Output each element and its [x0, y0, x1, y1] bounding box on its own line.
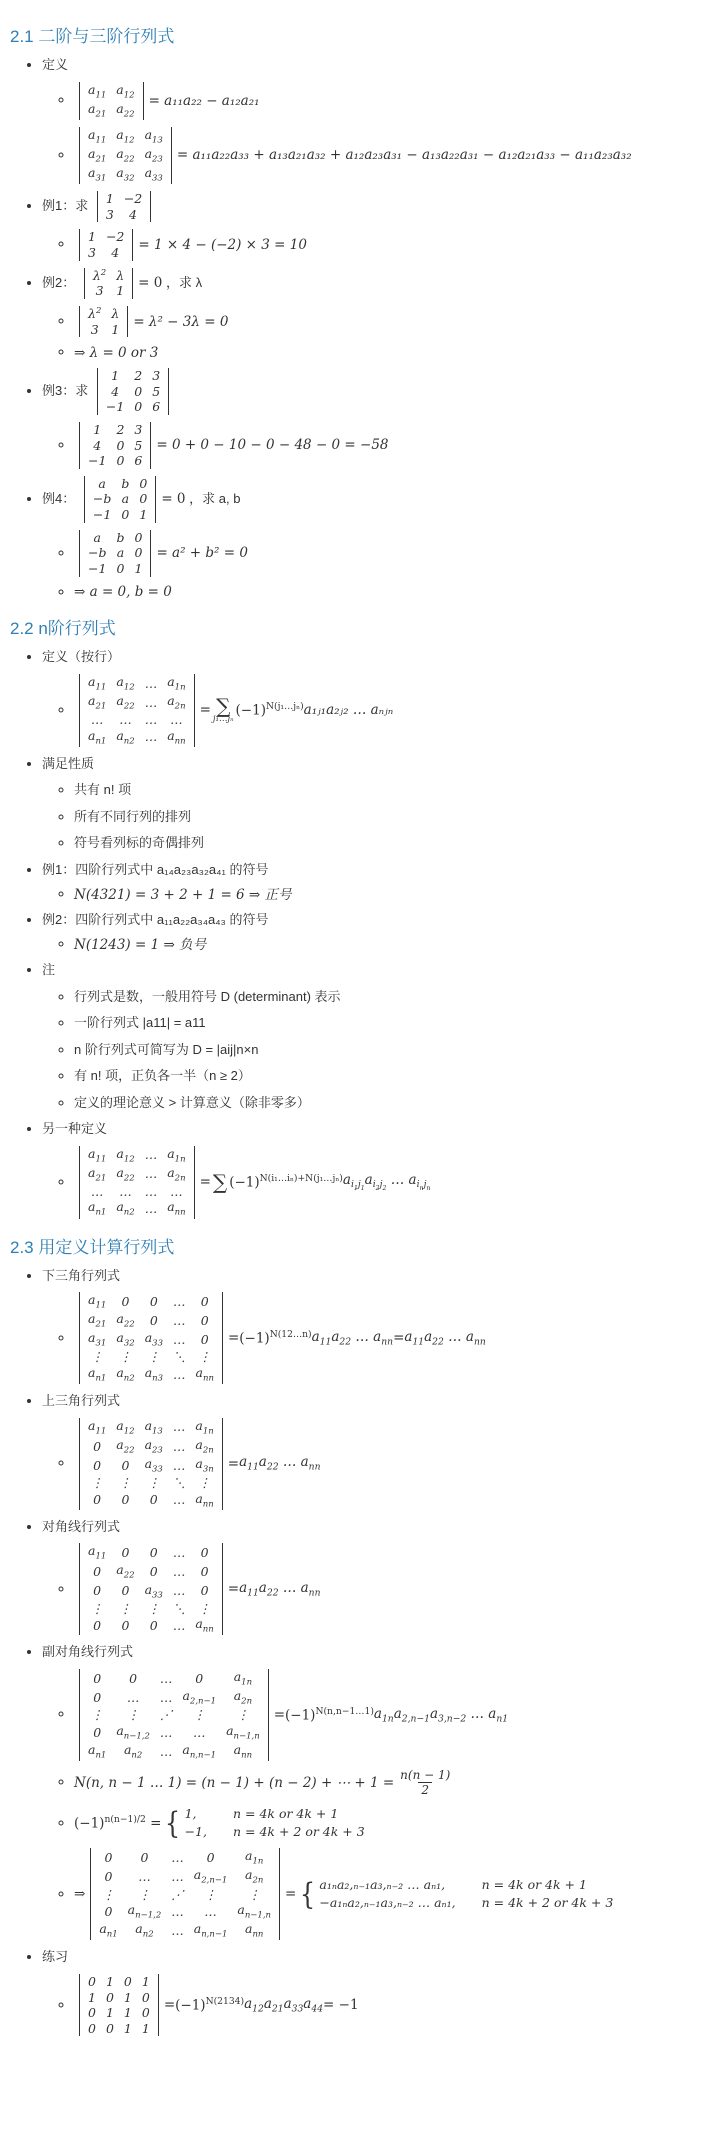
list-item-upper-triangular [42, 1391, 724, 1510]
list-item-example1-22-calc [74, 886, 724, 903]
sublist-lower-triangular [42, 1292, 724, 1384]
section-title-23: 2.3 用定义计算行列式 [10, 1237, 175, 1257]
lower-triangular-label: 下三角行列式 [42, 1267, 121, 1283]
case-condition: n = 4k or 4k + 1 [232, 1805, 339, 1821]
list-item-diagonal-formula [74, 1543, 724, 1635]
list-section-21 [0, 55, 724, 600]
list-item-definition-21 [42, 55, 724, 184]
list-section-23 [0, 1266, 724, 2037]
sublist-diagonal [42, 1543, 724, 1635]
list-item-example3-21 [42, 368, 724, 469]
example3-label: 例3：求 [42, 382, 89, 398]
list-item-exercise [42, 1947, 724, 2036]
section-title-22: 2.2 n阶行列式 [10, 619, 116, 639]
example4-equation: = a² + b² = 0 [156, 545, 248, 562]
example1-result: = 1 × 4 − (−2) × 3 = 10 [138, 236, 307, 253]
list-item-det3-definition [74, 127, 724, 184]
example1-label: 例1：求 [42, 198, 89, 214]
sublist-properties-22 [42, 780, 724, 853]
cases-sign: { 1, n = 4k or 4k + 1 −1, n = 4k + 2 or 4k + 3 [163, 1805, 370, 1842]
list-item-anti-diagonal [42, 1642, 724, 1940]
list-item-anti-diagonal-inversion-sum [74, 1768, 724, 1798]
upper-triangular-label: 上三角行列式 [42, 1393, 121, 1409]
example1-22-calc: N(4321) = 3 + 2 + 1 = 6 ⇒ 正号 [74, 886, 292, 903]
example1-matrix: 1 −2 3 4 [92, 191, 156, 222]
sublist-another-definition [42, 1146, 724, 1219]
sublist-example4-21 [42, 530, 724, 601]
note-text: 定义的理论意义 > 计算意义（除非零多） [74, 1094, 310, 1110]
example2-result: ⇒ λ = 0 or 3 [74, 344, 159, 361]
case-condition: n = 4k + 2 or 4k + 3 [481, 1895, 614, 1911]
example4-label: 例4： [42, 490, 76, 506]
case-value: 1, [184, 1805, 197, 1821]
cases-anti-diagonal: { a₁ₙa₂,ₙ₋₁a₃,ₙ₋₂ … aₙ₁, n = 4k or 4k + 1 −a₁ₙa₂,ₙ₋₁a₃,ₙ₋₂ … aₙ₁, n = 4k + 2 or 4k + 3 [298, 1876, 619, 1913]
matrix-anti-diagonal-2: 0 0 … 0 $a_{1n}$ 0 … … $a_{2,n-1}$ $a_{2n}$ ⋮ ⋮ ⋰ ⋮ ⋮ 0 $a_{n-1,2}$ … … $a_{n-1,n}$ $a_{n1}$ $a_{n2}$ … $a_{n,n-1}$ $a_{nn}$ [87, 1848, 283, 1940]
list-item-anti-diagonal-cases [74, 1848, 724, 1940]
list-item-note [74, 1040, 724, 1060]
example3-matrix: 1 2 3 4 0 5 −1 0 6 [92, 368, 174, 415]
sublist-upper-triangular [42, 1418, 724, 1510]
list-item-example4-expand [74, 530, 724, 577]
case-condition: n = 4k + 2 or 4k + 3 [232, 1824, 365, 1840]
list-item-det2-definition [74, 82, 724, 120]
list-item-property [74, 833, 724, 853]
exercise-label: 练习 [42, 1949, 69, 1965]
list-item-lower-triangular-formula [74, 1292, 724, 1384]
list-item-note [74, 1093, 724, 1113]
example3-result: = 0 + 0 − 10 − 0 − 48 − 0 = −58 [156, 437, 389, 454]
anti-diagonal-inversion-text: ◦ N(n, n − 1 … 1) = (n − 1) + (n − 2) + ⋯ + 1 = [74, 1774, 395, 1791]
list-item-example4-21 [42, 476, 724, 600]
anti-diagonal-inversion-sum [74, 1768, 456, 1798]
fraction-n-n-minus-1-over-2: $\frac{n(n - 1)}{2}$ [400, 1768, 451, 1798]
example1-22-label: 例1：四阶行列式中 a₁₄a₂₃a₃₂a₄₁ 的符号 [42, 861, 269, 877]
list-item-upper-triangular-formula [74, 1418, 724, 1510]
summation-symbol-alt: ∑ [212, 1169, 228, 1194]
sublist-definition-21 [42, 82, 724, 185]
list-item-lower-triangular [42, 1266, 724, 1385]
list-item-note [74, 1013, 724, 1033]
note-label: 注 [42, 962, 56, 978]
property-text: 共有 n! 项 [74, 782, 132, 798]
case-value: −1, [184, 1824, 207, 1840]
sublist-definition-22 [42, 674, 724, 747]
formula-exercise: ◦ 0 1 0 1 1 0 1 0 0 1 1 0 0 0 1 1 = $(-1)^{N(2134)}$ $a_{12}a_{21}a_{33}a_{44}$ = −1 [74, 1974, 359, 2037]
example1-solution: ◦ 1 −2 3 4 = 1 × 4 − (−2) × 3 = 10 [74, 229, 307, 260]
note-text: 行列式是数，一般用符号 D (determinant) 表示 [74, 988, 341, 1004]
alt-terms: $a_{i_1j_1}a_{i_2j_2}$ … $a_{i_nj_n}$ [342, 1171, 431, 1193]
list-item-another-definition [42, 1119, 724, 1219]
matrix-lower-triangular: ◦ $a_{11}$ 0 0 … 0 $a_{21}$ $a_{22}$ 0 … 0 $a_{31}$ $a_{32}$ $a_{33}$ … 0 ⋮ ⋮ ⋮ ⋱ ⋮ $a_{n1}$ $a_{n2}$ $a_{n3}$ … $a_{nn}$ [76, 1292, 226, 1384]
matrix-exercise-4x4: ◦ 0 1 0 1 1 0 1 0 0 1 1 0 0 0 1 1 [76, 1974, 162, 2037]
sublist-example3-21 [42, 422, 724, 469]
sublist-anti-diagonal [42, 1669, 724, 1941]
matrix-2x2: ◦ $a_{11}$ $a_{12}$ $a_{21}$ $a_{22}$ [76, 82, 147, 120]
list-item-note [74, 987, 724, 1007]
matrix-anti-diagonal: ◦ 0 0 … 0 $a_{1n}$ 0 … … $a_{2,n-1}$ $a_{2n}$ ⋮ ⋮ ⋰ ⋮ ⋮ 0 $a_{n-1,2}$ … … $a_{n-1,n}$ $a_{n1}$ $a_{n2}$ … $a_{n,n-1}$ $a_{nn}$ [76, 1669, 272, 1761]
note-text: 有 n! 项，正负各一半（n ≥ 2） [74, 1068, 251, 1084]
list-item-properties-22 [42, 754, 724, 853]
ndet-terms: a₁ⱼ₁a₂ⱼ₂ … aₙⱼₙ [303, 702, 394, 719]
formula-det3 [74, 127, 632, 184]
example4-matrix: a b 0 −b a 0 −1 0 1 = 0 [79, 476, 186, 523]
example2-22-label: 例2：四阶行列式中 a₁₁a₂₂a₃₄a₄₃ 的符号 [42, 911, 269, 927]
example2-label: 例2： [42, 274, 76, 290]
example2-ask: ，求 λ [166, 274, 203, 290]
list-item-property [74, 807, 724, 827]
list-item-example1-21 [42, 191, 724, 261]
sublist-notes-22 [42, 987, 724, 1113]
property-text: 符号看列标的奇偶排列 [74, 835, 205, 851]
formula-anti-diagonal: ◦ 0 0 … 0 $a_{1n}$ 0 … … $a_{2,n-1}$ $a_{2n}$ ⋮ ⋮ ⋰ ⋮ ⋮ 0 $a_{n-1,2}$ … … $a_{n-1,n}$ $a_{n1}$ $a_{n2}$ … $a_{n,n-1}$ $a_{nn}$ = $(-1)^{N(n,n-1\dots 1)}$ $a_{1n}a_{2,n-1}a_{3,n-2}$ … $a_{n1}$ [74, 1669, 508, 1761]
another-def-label: 另一种定义 [42, 1121, 108, 1137]
list-item-sign-cases [74, 1805, 724, 1842]
example4-expansion: ◦ a b 0 −b a 0 −1 0 1 = a² + b² = 0 [74, 530, 248, 577]
summation-symbol: ∑ j₁…jₙ [212, 693, 234, 724]
formula-sign-cases: ◦ $(-1)^{n(n-1)/2}$ = { 1, n = 4k or 4k + 1 −1, n = 4k + 2 or 4k + 3 [74, 1805, 373, 1842]
list-item-example2-result [74, 344, 724, 361]
list-item-example1-22 [42, 860, 724, 903]
sublist-example1-22 [42, 886, 724, 903]
list-item-example4-result [74, 584, 724, 601]
sublist-example2-22 [42, 936, 724, 953]
anti-diagonal-label: 副对角线行列式 [42, 1644, 134, 1660]
example2-matrix: $\lambda^2$ λ 3 1 = 0 [79, 268, 163, 299]
example3-solution: ◦ 1 2 3 4 0 5 −1 0 6 = 0 + 0 − 10 − 0 − 48 − 0 = −58 [74, 422, 389, 469]
list-item-anti-diagonal-formula [74, 1669, 724, 1761]
matrix-nxn: ◦ $a_{11}$ $a_{12}$ … $a_{1n}$ $a_{21}$ $a_{22}$ … $a_{2n}$ … … … … $a_{n1}$ $a_{n2}$ … $a_{nn}$ [76, 674, 198, 747]
sublist-example1-21 [42, 229, 724, 260]
formula-lower-triangular: ◦ $a_{11}$ 0 0 … 0 $a_{21}$ $a_{22}$ 0 … 0 $a_{31}$ $a_{32}$ $a_{33}$ … 0 ⋮ ⋮ ⋮ ⋱ ⋮ $a_{n1}$ $a_{n2}$ $a_{n3}$ … $a_{nn}$ = $(-1)^{N(12\dots n)}$ $a_{11}a_{22}$ … $a_{nn}$ = $a_{11}a_{22}$ … $a_{nn}$ [74, 1292, 486, 1384]
case-value: −a₁ₙa₂,ₙ₋₁a₃,ₙ₋₂ … aₙ₁, [319, 1895, 456, 1911]
list-item-property [74, 780, 724, 800]
formula-alt-definition: ◦ $a_{11}$ $a_{12}$ … $a_{1n}$ $a_{21}$ $a_{22}$ … $a_{2n}$ … … … … $a_{n1}$ $a_{n2}$ … $a_{nn}$ = ∑ $(-1)^{N(i_1\dots i_n)+N(j_1\dots j_n)}$ $a_{i_1j_1}a_{i_2j_2}$ … $a_{i_nj_n}$ [74, 1146, 430, 1219]
matrix-3x3: ◦ $a_{11}$ $a_{12}$ $a_{13}$ $a_{21}$ $a_{22}$ $a_{23}$ $a_{31}$ $a_{32}$ $a_{33}$ [76, 127, 175, 184]
list-item-exercise-formula [74, 1974, 724, 2037]
sublist-exercise [42, 1974, 724, 2037]
definition-by-row-label: 定义（按行） [42, 649, 121, 665]
properties-label: 满足性质 [42, 755, 95, 771]
formula-diagonal: ◦ $a_{11}$ 0 0 … 0 0 $a_{22}$ 0 … 0 0 0 $a_{33}$ … 0 ⋮ ⋮ ⋮ ⋱ ⋮ 0 0 0 … $a_{nn}$ = $a_{11}a_{22}$ … $a_{nn}$ [74, 1543, 321, 1635]
list-item-alt-definition [74, 1146, 724, 1219]
list-item-note [74, 1066, 724, 1086]
case-value: a₁ₙa₂,ₙ₋₁a₃,ₙ₋₂ … aₙ₁, [319, 1877, 446, 1893]
example2-expansion: ◦ $\lambda^2$ λ 3 1 = λ² − 3λ = 0 [74, 306, 228, 337]
list-item-ndet-definition [74, 674, 724, 747]
property-text: 所有不同行列的排列 [74, 808, 192, 824]
formula-upper-triangular: ◦ $a_{11}$ $a_{12}$ $a_{13}$ … $a_{1n}$ 0 $a_{22}$ $a_{23}$ … $a_{2n}$ 0 0 $a_{33}$ … $a_{3n}$ ⋮ ⋮ ⋮ ⋱ ⋮ 0 0 0 … $a_{nn}$ = $a_{11}a_{22}$ … $a_{nn}$ [74, 1418, 321, 1510]
example2-equation: = λ² − 3λ = 0 [133, 313, 229, 330]
list-item-example2-21 [42, 268, 724, 361]
list-item-example1-solution [74, 229, 724, 260]
definition-label: 定义 [42, 57, 69, 72]
sublist-example2-21 [42, 306, 724, 361]
diagonal-label: 对角线行列式 [42, 1518, 121, 1534]
matrix-nxn-alt: ◦ $a_{11}$ $a_{12}$ … $a_{1n}$ $a_{21}$ $a_{22}$ … $a_{2n}$ … … … … $a_{n1}$ $a_{n2}$ … $a_{nn}$ [76, 1146, 198, 1219]
matrix-diagonal: ◦ $a_{11}$ 0 0 … 0 0 $a_{22}$ 0 … 0 0 0 $a_{33}$ … 0 ⋮ ⋮ ⋮ ⋱ ⋮ 0 0 0 … $a_{nn}$ [76, 1543, 226, 1635]
list-item-example2-22-calc [74, 936, 724, 953]
det2-value: = a₁₁a₂₂ − a₁₂a₂₁ [148, 92, 260, 109]
example4-result: ⇒ a = 0, b = 0 [74, 584, 172, 601]
list-item-notes-22 [42, 960, 724, 1112]
list-item-example2-22 [42, 910, 724, 953]
formula-anti-diagonal-cases: ◦ ⇒ 0 0 … 0 $a_{1n}$ 0 … … $a_{2,n-1}$ $a_{2n}$ ⋮ ⋮ ⋰ ⋮ ⋮ 0 $a_{n-1,2}$ … … $a_{n-1,n}$ $a_{n1}$ $a_{n2}$ … $a_{n,n-1}$ $a_{nn}$ = { a₁ₙa₂,ₙ₋₁a₃,ₙ₋₂ … aₙ₁, n = 4k or 4k + 1 −a₁ₙa₂,ₙ₋₁a₃,ₙ₋₂ … aₙ₁, n = 4k + 2 or 4k + 3 [74, 1848, 621, 1940]
note-text: 一阶行列式 |a11| = a11 [74, 1015, 206, 1031]
note-text: n 阶行列式可简写为 D = |aij|n×n [74, 1041, 259, 1057]
list-item-definition-22 [42, 647, 724, 747]
case-condition: n = 4k or 4k + 1 [481, 1877, 587, 1893]
example4-ask: ，求 a, b [189, 490, 241, 506]
list-section-22 [0, 647, 724, 1218]
formula-det2 [74, 82, 260, 120]
example2-22-calc: N(1243) = 1 ⇒ 负号 [74, 936, 207, 953]
list-item-example3-solution [74, 422, 724, 469]
section-title-21: 2.1 二阶与三阶行列式 [10, 27, 175, 46]
matrix-upper-triangular: ◦ $a_{11}$ $a_{12}$ $a_{13}$ … $a_{1n}$ 0 $a_{22}$ $a_{23}$ … $a_{2n}$ 0 0 $a_{33}$ … $a_{3n}$ ⋮ ⋮ ⋮ ⋱ ⋮ 0 0 0 … $a_{nn}$ [76, 1418, 226, 1510]
list-item-example2-expand [74, 306, 724, 337]
det3-value: = a₁₁a₂₂a₃₃ + a₁₃a₂₁a₃₂ + a₁₂a₂₃a₃₁ − a₁₃a₂₂a₃₁ − a₁₂a₂₁a₃₃ − a₁₁a₂₃a₃₂ [176, 147, 632, 164]
formula-ndet: ◦ $a_{11}$ $a_{12}$ … $a_{1n}$ $a_{21}$ $a_{22}$ … $a_{2n}$ … … … … $a_{n1}$ $a_{n2}$ … $a_{nn}$ = ∑ j₁…jₙ $(-1)^{N(j_1\dots j_n)}$ a₁ⱼ₁a₂ⱼ₂ … aₙⱼₙ [74, 674, 393, 747]
list-item-diagonal [42, 1517, 724, 1636]
